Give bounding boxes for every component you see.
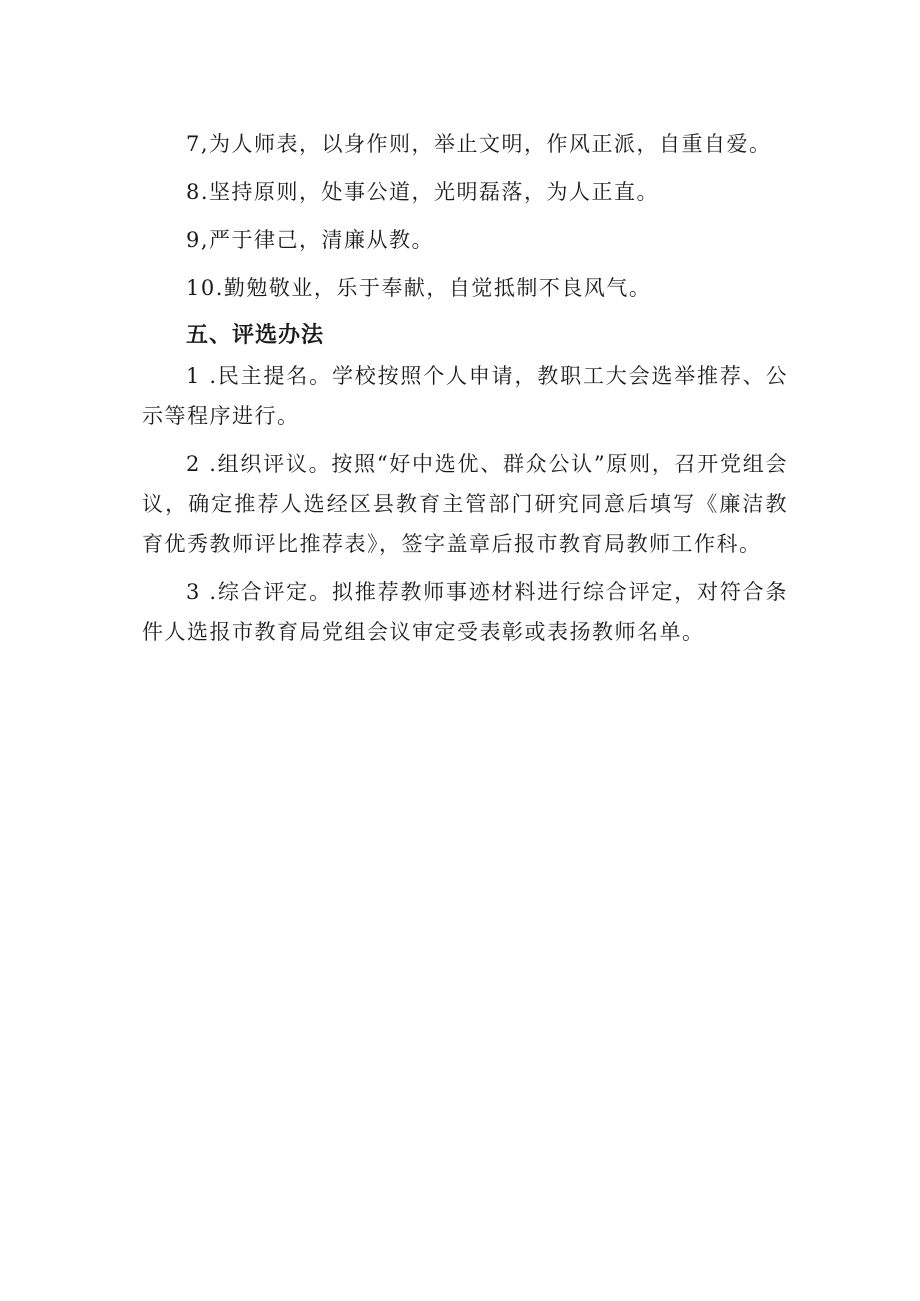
document-body (142, 124, 788, 652)
section-heading: 五、评选办法 (186, 323, 325, 348)
method-item-1: 1 .民主提名。学校按照个人申请，教职工大会选举推荐、公示等程序进行。 (142, 364, 788, 428)
criteria-item-10: 10.勤勉敬业，乐于奉献，自觉抵制不良风气。 (186, 276, 652, 300)
method-item-2: 2 .组织评议。按照“好中选优、群众公认”原则，召开党组会议，确定推荐人选经区县教育主管部门研究同意后填写《廉洁教育优秀教师评比推荐表》，签字盖章后报市教育局教师工作科。 (142, 452, 788, 556)
criteria-item-8: 8.坚持原则，处事公道，光明磊落，为人正直。 (186, 180, 660, 204)
criteria-item-9: 9,严于律己，清廉从教。 (186, 228, 435, 252)
criteria-item-7: 7,为人师表，以身作则，举止文明，作风正派，自重自爱。 (186, 132, 772, 156)
method-item-3: 3 .综合评定。拟推荐教师事迹材料进行综合评定，对符合条件人选报市教育局党组会议审定受表彰或表扬教师名单。 (142, 580, 788, 644)
